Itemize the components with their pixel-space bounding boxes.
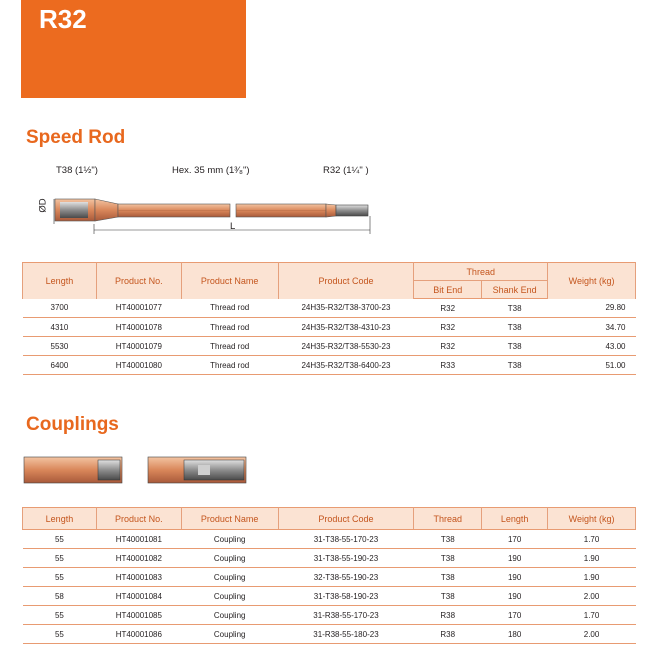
table-row [23, 606, 636, 625]
speed-rod-title: Speed Rod [26, 127, 126, 148]
cell-shank-end: T38 [482, 356, 548, 375]
drawing-label-hex: Hex. 35 mm (1³⁄₈") [172, 165, 250, 176]
cell-weight: 1.90 [548, 549, 636, 568]
col-header-length: Length [23, 263, 97, 299]
cell-weight: 1.90 [548, 568, 636, 587]
cell-product-name: Thread rod [181, 318, 278, 337]
col-header-bit-end: Bit End [414, 281, 482, 299]
drawing-label-bit: R32 (1¼" ) [323, 165, 369, 176]
cell-product-name: Coupling [181, 549, 278, 568]
cell-weight: 2.00 [548, 587, 636, 606]
cell-product-code: 24H35-R32/T38-6400-23 [278, 356, 414, 375]
cell-weight: 1.70 [548, 606, 636, 625]
col-header-length: Length [23, 508, 97, 530]
cell-thread: R38 [414, 606, 482, 625]
cell-product-code: 24H35-R32/T38-5530-23 [278, 337, 414, 356]
cell-product-no: HT40001083 [96, 568, 181, 587]
cell-thread: R38 [414, 625, 482, 644]
cell-length-2: 190 [482, 549, 548, 568]
cell-length: 5530 [23, 337, 97, 356]
cell-product-code: 31-R38-55-180-23 [278, 625, 414, 644]
cell-thread: T38 [414, 549, 482, 568]
col-header-product-code: Product Code [278, 508, 414, 530]
cell-product-code: 31-R38-55-170-23 [278, 606, 414, 625]
cell-length: 55 [23, 606, 97, 625]
speed-rod-drawing [0, 180, 400, 240]
col-header-shank-end: Shank End [482, 281, 548, 299]
speed-rod-table [22, 262, 636, 375]
table-row [23, 625, 636, 644]
table-row [23, 587, 636, 606]
col-header-product-no: Product No. [96, 263, 181, 299]
cell-product-no: HT40001079 [96, 337, 181, 356]
cell-product-code: 32-T38-55-190-23 [278, 568, 414, 587]
cell-weight: 43.00 [548, 337, 636, 356]
col-header-product-name: Product Name [181, 508, 278, 530]
cell-product-no: HT40001084 [96, 587, 181, 606]
cell-product-code: 24H35-R32/T38-3700-23 [278, 299, 414, 318]
cell-length: 58 [23, 587, 97, 606]
page-title: R32 [39, 4, 87, 34]
cell-bit-end: R32 [414, 318, 482, 337]
cell-thread: T38 [414, 530, 482, 549]
couplings-table [22, 507, 636, 644]
cell-length-2: 190 [482, 587, 548, 606]
cell-product-name: Coupling [181, 568, 278, 587]
col-header-product-code: Product Code [278, 263, 414, 299]
cell-product-code: 31-T38-58-190-23 [278, 587, 414, 606]
col-header-thread: Thread [414, 508, 482, 530]
cell-length-2: 170 [482, 606, 548, 625]
coupling-drawing-1 [24, 456, 124, 486]
cell-product-no: HT40001078 [96, 318, 181, 337]
cell-product-name: Thread rod [181, 337, 278, 356]
cell-length: 6400 [23, 356, 97, 375]
col-header-length-2: Length [482, 508, 548, 530]
cell-weight: 2.00 [548, 625, 636, 644]
cell-length-2: 170 [482, 530, 548, 549]
cell-shank-end: T38 [482, 337, 548, 356]
dimension-length-label: L [230, 221, 236, 232]
cell-product-no: HT40001080 [96, 356, 181, 375]
table-row [23, 530, 636, 549]
cell-length-2: 190 [482, 568, 548, 587]
col-header-product-name: Product Name [181, 263, 278, 299]
cell-length: 55 [23, 568, 97, 587]
cell-length: 55 [23, 530, 97, 549]
cell-product-no: HT40001077 [96, 299, 181, 318]
cell-length-2: 180 [482, 625, 548, 644]
table-row [23, 549, 636, 568]
cell-product-name: Coupling [181, 606, 278, 625]
cell-product-no: HT40001081 [96, 530, 181, 549]
cell-product-name: Thread rod [181, 356, 278, 375]
table-row [23, 318, 636, 337]
cell-product-no: HT40001082 [96, 549, 181, 568]
cell-weight: 51.00 [548, 356, 636, 375]
table-row [23, 337, 636, 356]
cell-weight: 34.70 [548, 318, 636, 337]
cell-product-no: HT40001086 [96, 625, 181, 644]
dimension-diameter-label: ØD [37, 198, 49, 213]
cell-length: 4310 [23, 318, 97, 337]
cell-product-name: Coupling [181, 530, 278, 549]
cell-product-no: HT40001085 [96, 606, 181, 625]
cell-weight: 1.70 [548, 530, 636, 549]
cell-product-code: 24H35-R32/T38-4310-23 [278, 318, 414, 337]
col-header-weight: Weight (kg) [548, 508, 636, 530]
cell-product-name: Coupling [181, 587, 278, 606]
cell-bit-end: R33 [414, 356, 482, 375]
coupling-drawing-2 [148, 456, 248, 486]
cell-bit-end: R32 [414, 299, 482, 318]
cell-product-name: Thread rod [181, 299, 278, 318]
table-row [23, 299, 636, 318]
cell-length: 55 [23, 625, 97, 644]
title-banner [21, 0, 246, 98]
cell-shank-end: T38 [482, 299, 548, 318]
drawing-label-shank: T38 (1½") [56, 165, 98, 176]
cell-bit-end: R32 [414, 337, 482, 356]
cell-thread: T38 [414, 568, 482, 587]
table-row [23, 356, 636, 375]
col-header-product-no: Product No. [96, 508, 181, 530]
cell-product-name: Coupling [181, 625, 278, 644]
col-header-thread: Thread [414, 263, 548, 281]
couplings-title: Couplings [26, 414, 119, 435]
table-row [23, 568, 636, 587]
cell-weight: 29.80 [548, 299, 636, 318]
cell-product-code: 31-T38-55-190-23 [278, 549, 414, 568]
cell-thread: T38 [414, 587, 482, 606]
cell-length: 3700 [23, 299, 97, 318]
col-header-weight: Weight (kg) [548, 263, 636, 299]
cell-product-code: 31-T38-55-170-23 [278, 530, 414, 549]
cell-shank-end: T38 [482, 318, 548, 337]
cell-length: 55 [23, 549, 97, 568]
